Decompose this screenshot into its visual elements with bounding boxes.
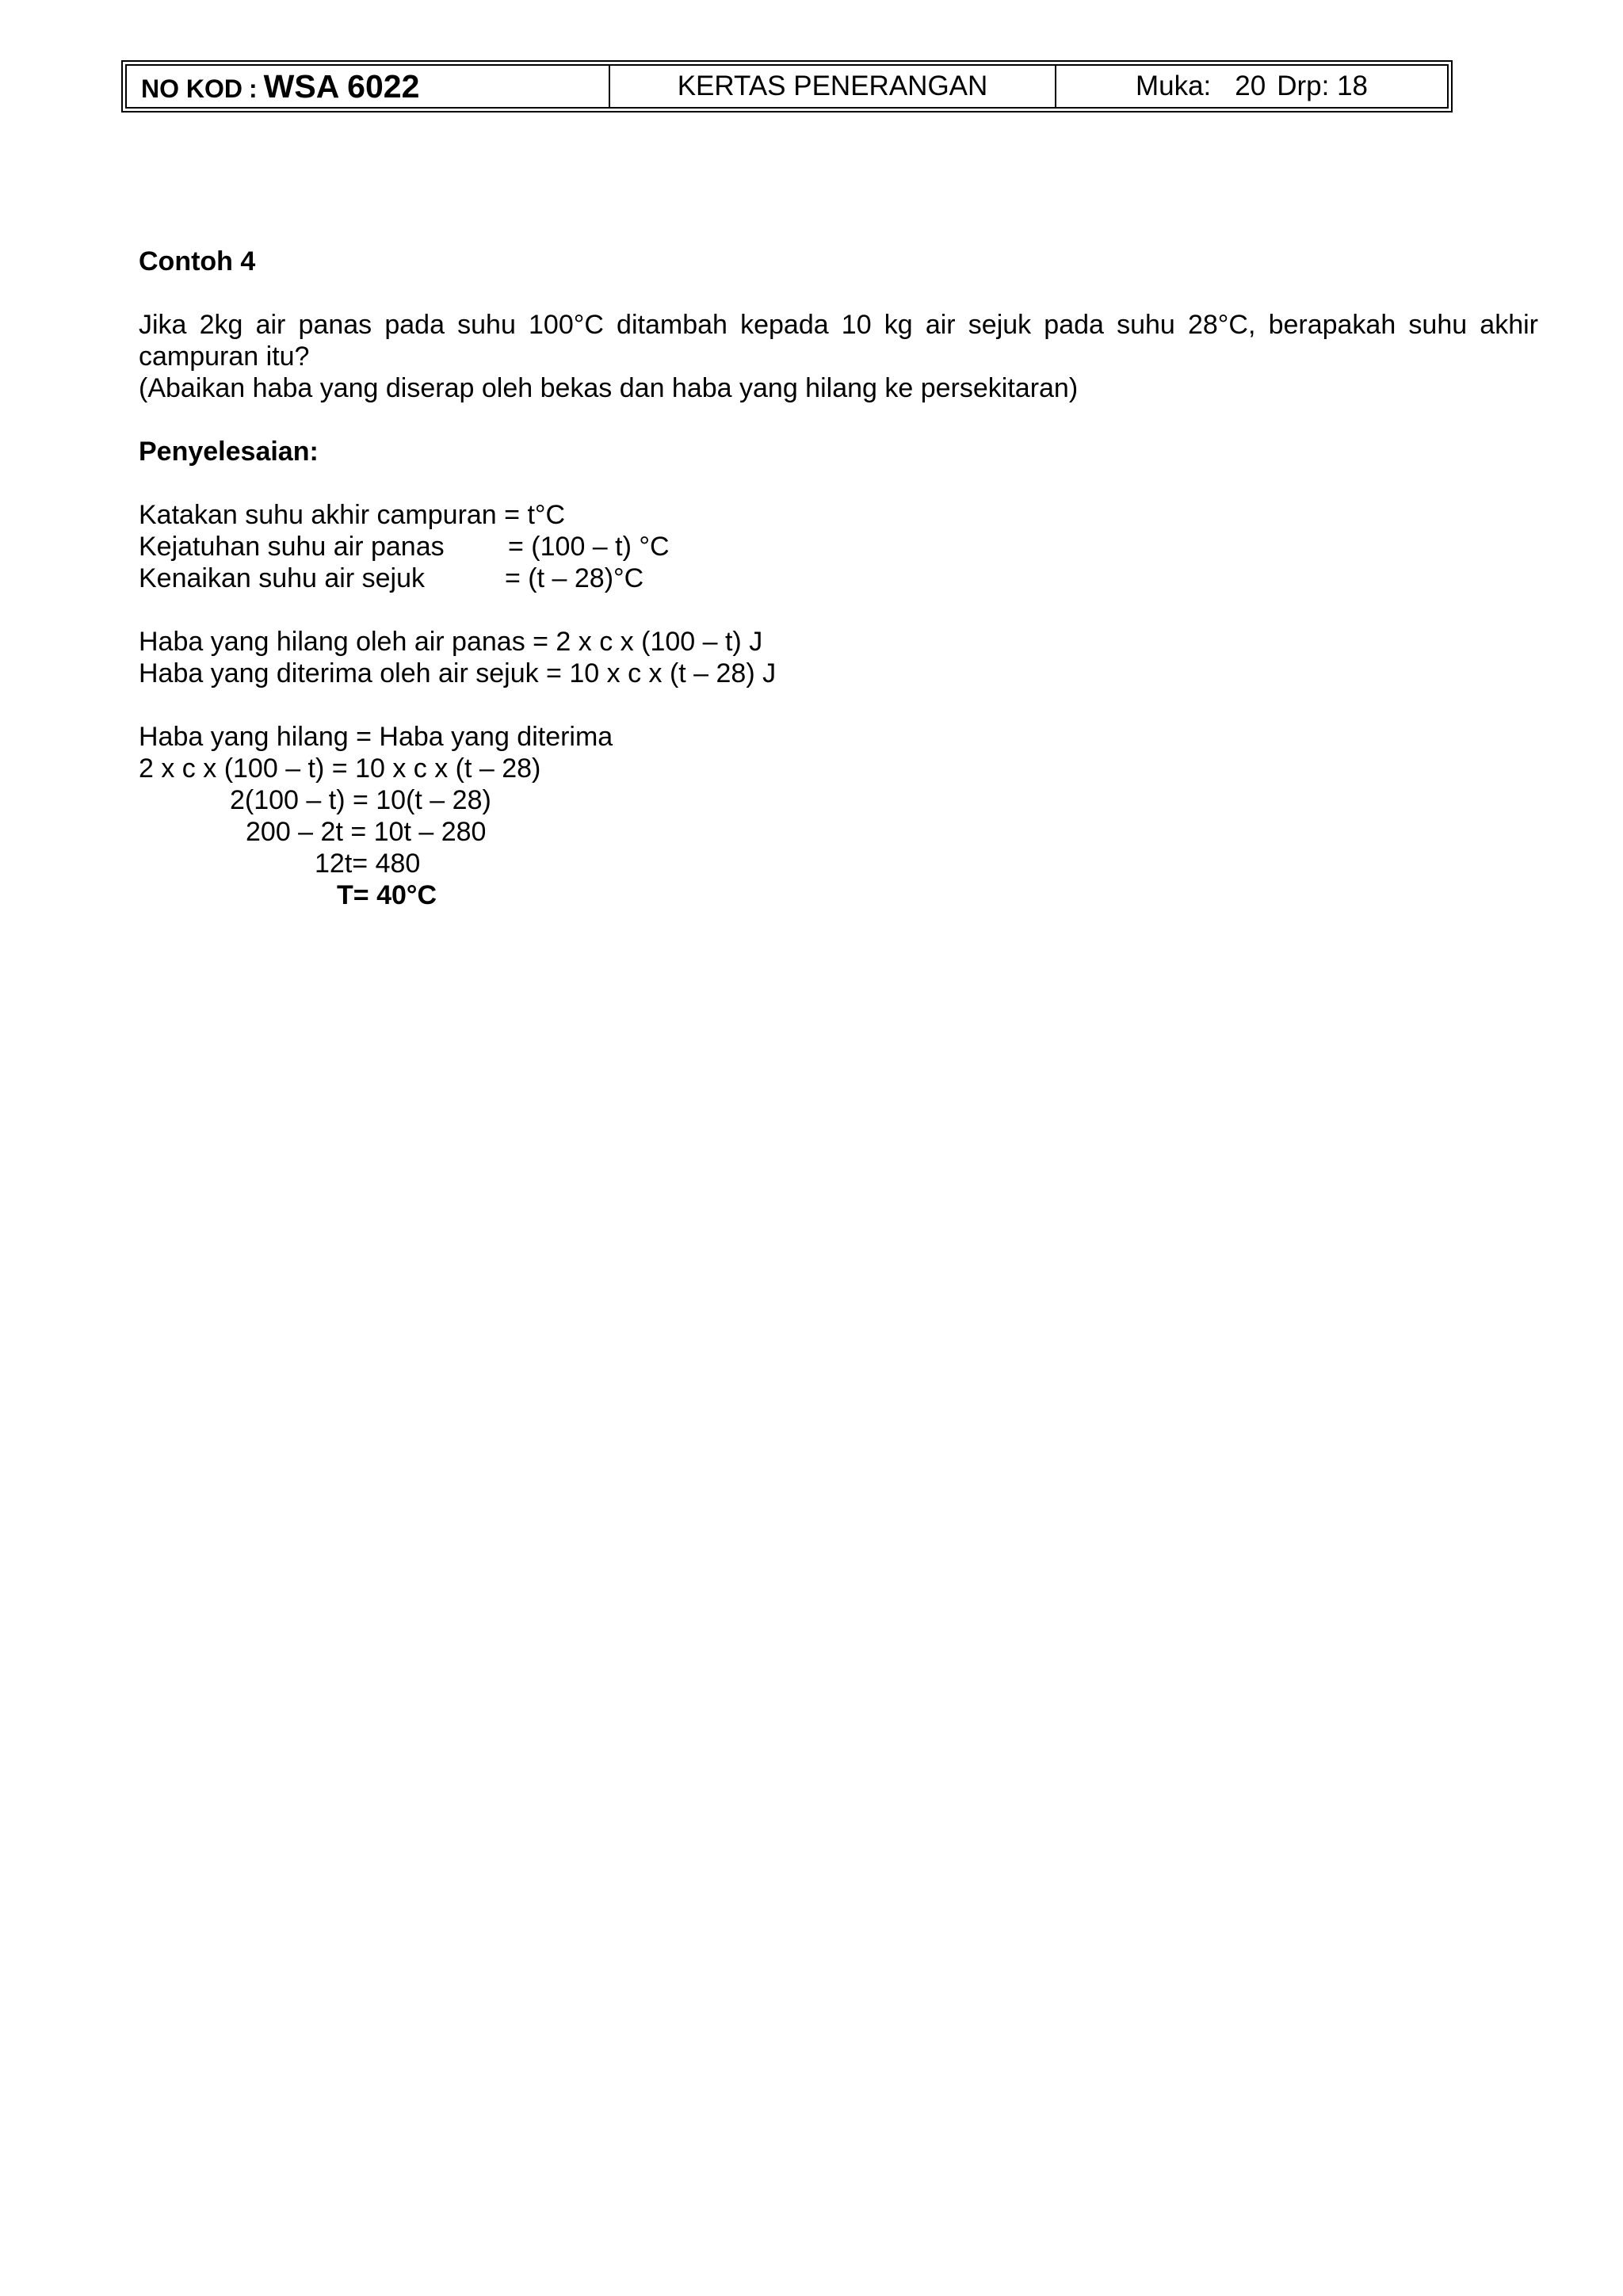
page-content [139, 246, 1538, 911]
code-label: NO KOD [141, 74, 242, 103]
definition-value: = (100 – t) °C [508, 532, 670, 562]
definition-row [139, 499, 1538, 531]
page-label: Muka: [1135, 71, 1212, 101]
page-number: 20 [1235, 71, 1266, 101]
title-cell [610, 66, 1056, 107]
solution-title: Penyelesaian: [139, 437, 319, 467]
heat-lost-line: Haba yang hilang oleh air panas = 2 x c x (100 – t) J [139, 627, 763, 657]
step-line: 12t= 480 [315, 849, 421, 879]
definition-row [139, 563, 1538, 594]
step-line: 2 x c x (100 – t) = 10 x c x (t – 28) [139, 753, 541, 784]
total-label: Drp: [1277, 71, 1330, 101]
code-separator: : [249, 74, 258, 103]
definition-value: = t°C [504, 500, 566, 530]
document-title: KERTAS PENERANGAN [677, 71, 988, 101]
definition-row [139, 531, 1538, 563]
heat-gained-line: Haba yang diterima oleh air sejuk = 10 x c x (t – 28) J [139, 658, 777, 688]
equation-line: Haba yang hilang = Haba yang diterima [139, 722, 613, 752]
step-line: 200 – 2t = 10t – 280 [246, 817, 487, 847]
definition-label: Kenaikan suhu air sejuk [139, 563, 426, 593]
document-header [121, 60, 1453, 113]
definition-label: Katakan suhu akhir campuran [139, 500, 497, 530]
header-table [125, 64, 1449, 109]
total-pages: 18 [1337, 71, 1369, 101]
example-title: Contoh 4 [139, 246, 256, 277]
code-value: WSA 6022 [263, 67, 420, 105]
question-text: Jika 2kg air panas pada suhu 100°C ditambah kepada 10 kg air sejuk pada suhu 28°C, berapakah suhu akhir campuran itu? [139, 310, 1538, 372]
code-cell [127, 66, 610, 107]
note-text: (Abaikan haba yang diserap oleh bekas dan haba yang hilang ke persekitaran) [139, 373, 1079, 403]
definition-value: = (t – 28)°C [505, 563, 644, 593]
definition-label: Kejatuhan suhu air panas [139, 532, 445, 562]
final-answer: T= 40°C [337, 880, 437, 910]
page-cell [1056, 66, 1447, 107]
step-line: 2(100 – t) = 10(t – 28) [230, 785, 491, 815]
